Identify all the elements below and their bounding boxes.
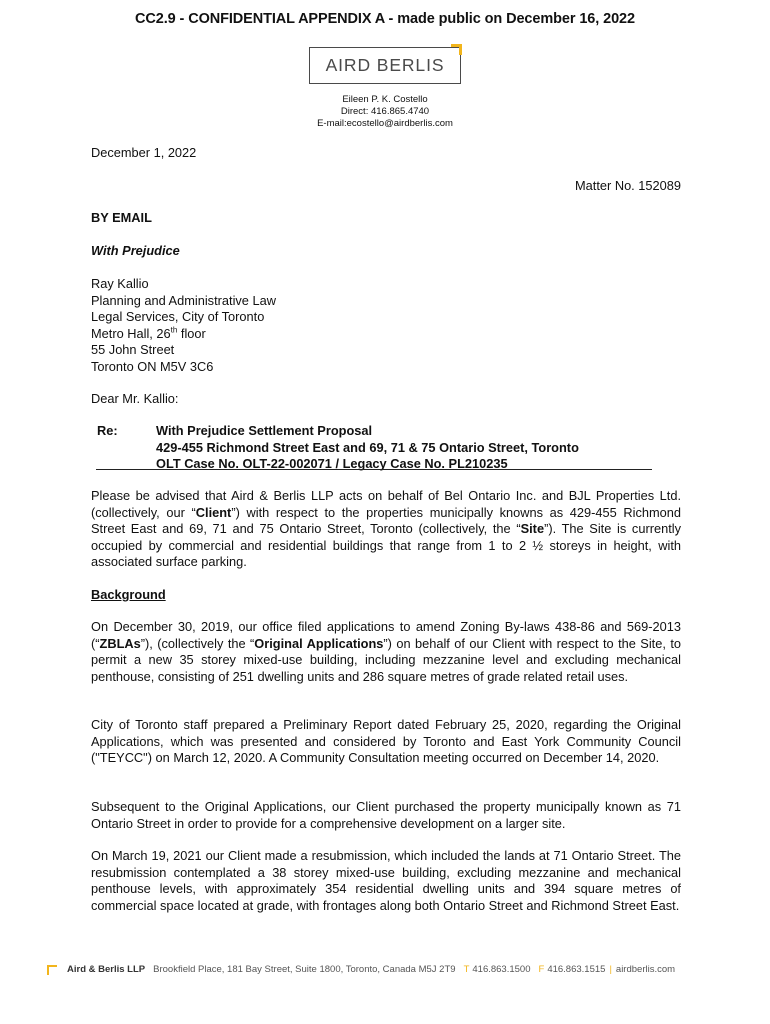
recipient-dept: Legal Services, City of Toronto: [91, 309, 265, 324]
page-header-title: CC2.9 - CONFIDENTIAL APPENDIX A - made public on December 16, 2022: [135, 11, 635, 27]
re-label: Re:: [97, 423, 118, 438]
paragraph-2: On December 30, 2019, our office filed applications to amend Zoning By-laws 438-86 and 569-2013 (“ZBLAs”), (collectively the “Original Applications”) on behalf of our Client with respect to the Site, to permit a new 35 storey mixed-use building, including mezzanine level and excluding mechanical penthouse, consisting of 251 dwelling units and 286 square metres of grade related retail uses.: [91, 619, 681, 684]
footer-separator: |: [609, 963, 612, 975]
footer-firm: Aird & Berlis LLP: [67, 963, 146, 975]
paragraph-4: Subsequent to the Original Applications, our Client purchased the property municipally known as 71 Ontario Street in order to provide for a comprehensive development on a larger site.: [91, 799, 681, 831]
footer-phone-label: T: [463, 963, 470, 975]
letterhead-footer: [47, 963, 675, 975]
aird-berlis-logo: [309, 47, 461, 84]
re-line-2: 429-455 Richmond Street East and 69, 71 & 75 Ontario Street, Toronto: [156, 439, 579, 455]
background-heading: Background: [91, 587, 166, 602]
recipient-street: 55 John Street: [91, 342, 175, 357]
recipient-city: Toronto ON M5V 3C6: [91, 358, 214, 374]
paragraph-5: On March 19, 2021 our Client made a resubmission, which included the lands at 71 Ontario Street. The resubmission contemplated a 38 storey mixed-use building, excluding mezzanine and mechanical penthouse levels, with approximately 354 residential dwelling units and 394 square metres of commercial space located at grade, with frontages along both Ontario Street and Richmond Street East.: [91, 848, 681, 913]
sender-name: Eileen P. K. Costello: [342, 94, 428, 105]
footer-fax: 416.863.1515: [547, 963, 606, 975]
logo-accent-bracket-icon: [451, 44, 462, 55]
footer-phone: 416.863.1500: [472, 963, 531, 975]
recipient-block: [91, 276, 681, 375]
footer-website[interactable]: airdberlis.com: [615, 963, 676, 975]
salutation: Dear Mr. Kallio:: [91, 391, 179, 406]
logo-text: AIRD BERLIS: [325, 55, 445, 75]
recipient-title: Planning and Administrative Law: [91, 292, 276, 308]
sender-email[interactable]: E-mail:ecostello@airdberlis.com: [317, 118, 453, 129]
recipient-name: Ray Kallio: [91, 276, 149, 291]
footer-fax-label: F: [538, 963, 545, 975]
re-subject: [156, 423, 579, 473]
sender-direct: Direct: 416.865.4740: [340, 106, 430, 117]
privilege-line: With Prejudice: [91, 243, 180, 258]
re-line-1: With Prejudice Settlement Proposal: [156, 423, 373, 438]
paragraph-1: Please be advised that Aird & Berlis LLP acts on behalf of Bel Ontario Inc. and BJL Properties Ltd. (collectively, our “Client”) with respect to the properties municipally knowns as 429-455 Richmond Street East and 69, 71 and 75 Ontario Street, Toronto (collectively, the “Site”). The Site is currently occupied by commercial and residential buildings that range from 1 to 2 ½ storeys in height, with associated surface parking.: [91, 488, 681, 569]
matter-number: Matter No. 152089: [575, 178, 681, 193]
delivery-method: BY EMAIL: [91, 210, 152, 225]
re-line-3: OLT Case No. OLT-22-002071 / Legacy Case No. PL210235: [156, 456, 508, 471]
footer-bracket-icon: [47, 965, 57, 975]
re-divider: [96, 469, 652, 470]
paragraph-3: City of Toronto staff prepared a Preliminary Report dated February 25, 2020, regarding the Original Applications, which was presented and considered by Toronto and East York Community Council ("TEYCC") on March 12, 2020. A Community Consultation meeting occurred on December 14, 2020.: [91, 717, 681, 765]
footer-address: Brookfield Place, 181 Bay Street, Suite 1800, Toronto, Canada M5J 2T9: [153, 963, 456, 975]
letter-date: December 1, 2022: [91, 145, 197, 160]
recipient-floor: Metro Hall, 26th floor: [91, 325, 206, 341]
